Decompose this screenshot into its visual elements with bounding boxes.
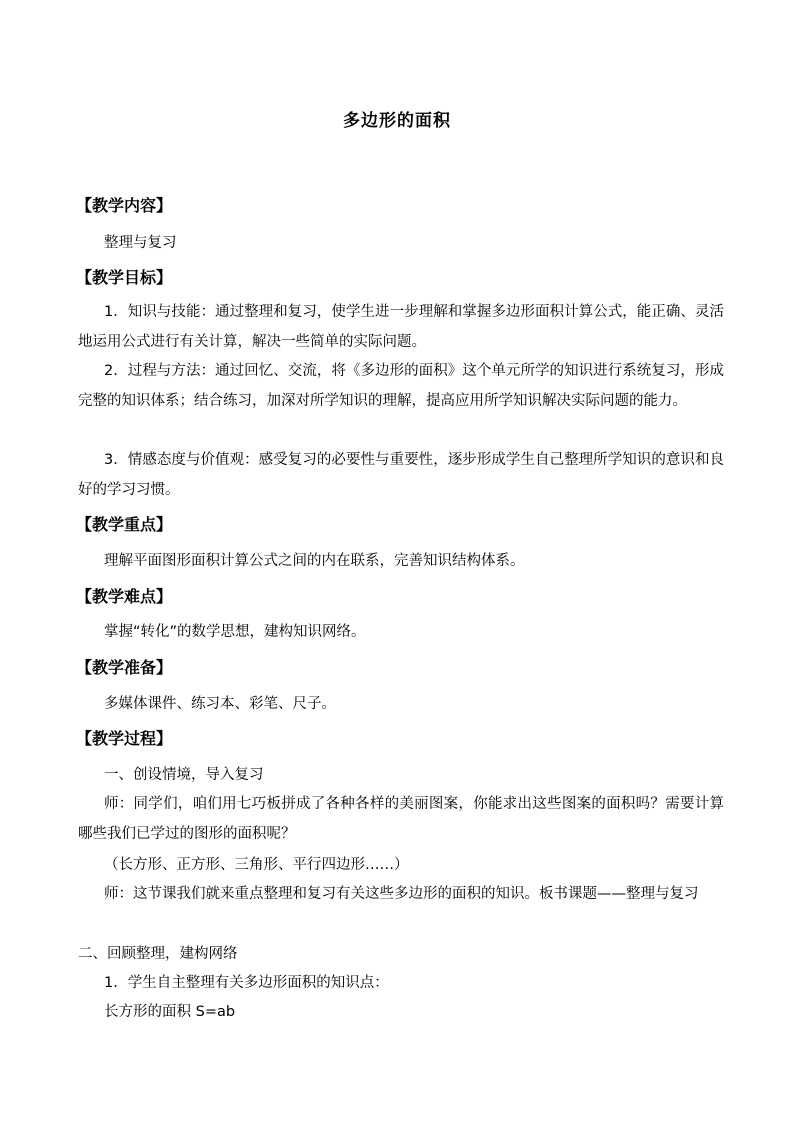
goal-item-2: 2．过程与方法：通过回忆、交流，将《多边形的面积》这个单元所学的知识进行系统复习，形成完整的知识体系；结合练习，加深对所学知识的理解，提高应用所学知识解决实际问题的能力。: [78, 363, 724, 409]
process-step2-item1: 1．学生自主整理有关多边形面积的知识点：: [104, 975, 389, 991]
heading-process: 【教学过程】: [76, 729, 173, 748]
process-step1-para2: 师：这节课我们就来重点整理和复习有关这些多边形的面积的知识。板书课题——整理与复习: [104, 886, 699, 902]
content-text: 整理与复习: [104, 235, 177, 251]
heading-preparation: 【教学准备】: [76, 658, 173, 677]
process-step1-answer: （长方形、正方形、三角形、平行四边形……）: [104, 857, 409, 873]
process-step1-para1: 师：同学们，咱们用七巧板拼成了各种各样的美丽图案，你能求出这些图案的面积吗？需要计算哪些我们已学过的图形的面积呢？: [78, 796, 724, 842]
preparation-text: 多媒体课件、练习本、彩笔、尺子。: [104, 696, 336, 712]
heading-content: 【教学内容】: [76, 196, 173, 215]
difficulties-text: 掌握“转化”的数学思想，建构知识网络。: [104, 624, 366, 640]
heading-goals: 【教学目标】: [76, 268, 173, 287]
goal-item-1: 1．知识与技能：通过整理和复习，使学生进一步理解和掌握多边形面积计算公式，能正确、灵活地运用公式进行有关计算，解决一些简单的实际问题。: [78, 304, 724, 350]
formula-rectangle: 长方形的面积 S=ab: [104, 1004, 236, 1020]
heading-difficulties: 【教学难点】: [76, 587, 173, 606]
process-step2-title: 二、回顾整理，建构网络: [78, 946, 238, 962]
heading-key-points: 【教学重点】: [76, 515, 173, 534]
document-title: 多边形的面积: [343, 111, 451, 131]
key-points-text: 理解平面图形面积计算公式之间的内在联系，完善知识结构体系。: [104, 553, 525, 569]
goal-item-3: 3．情感态度与价值观：感受复习的必要性与重要性，逐步形成学生自己整理所学知识的意识和良好的学习习惯。: [78, 452, 724, 498]
process-step1-title: 一、创设情境，导入复习: [104, 767, 264, 783]
